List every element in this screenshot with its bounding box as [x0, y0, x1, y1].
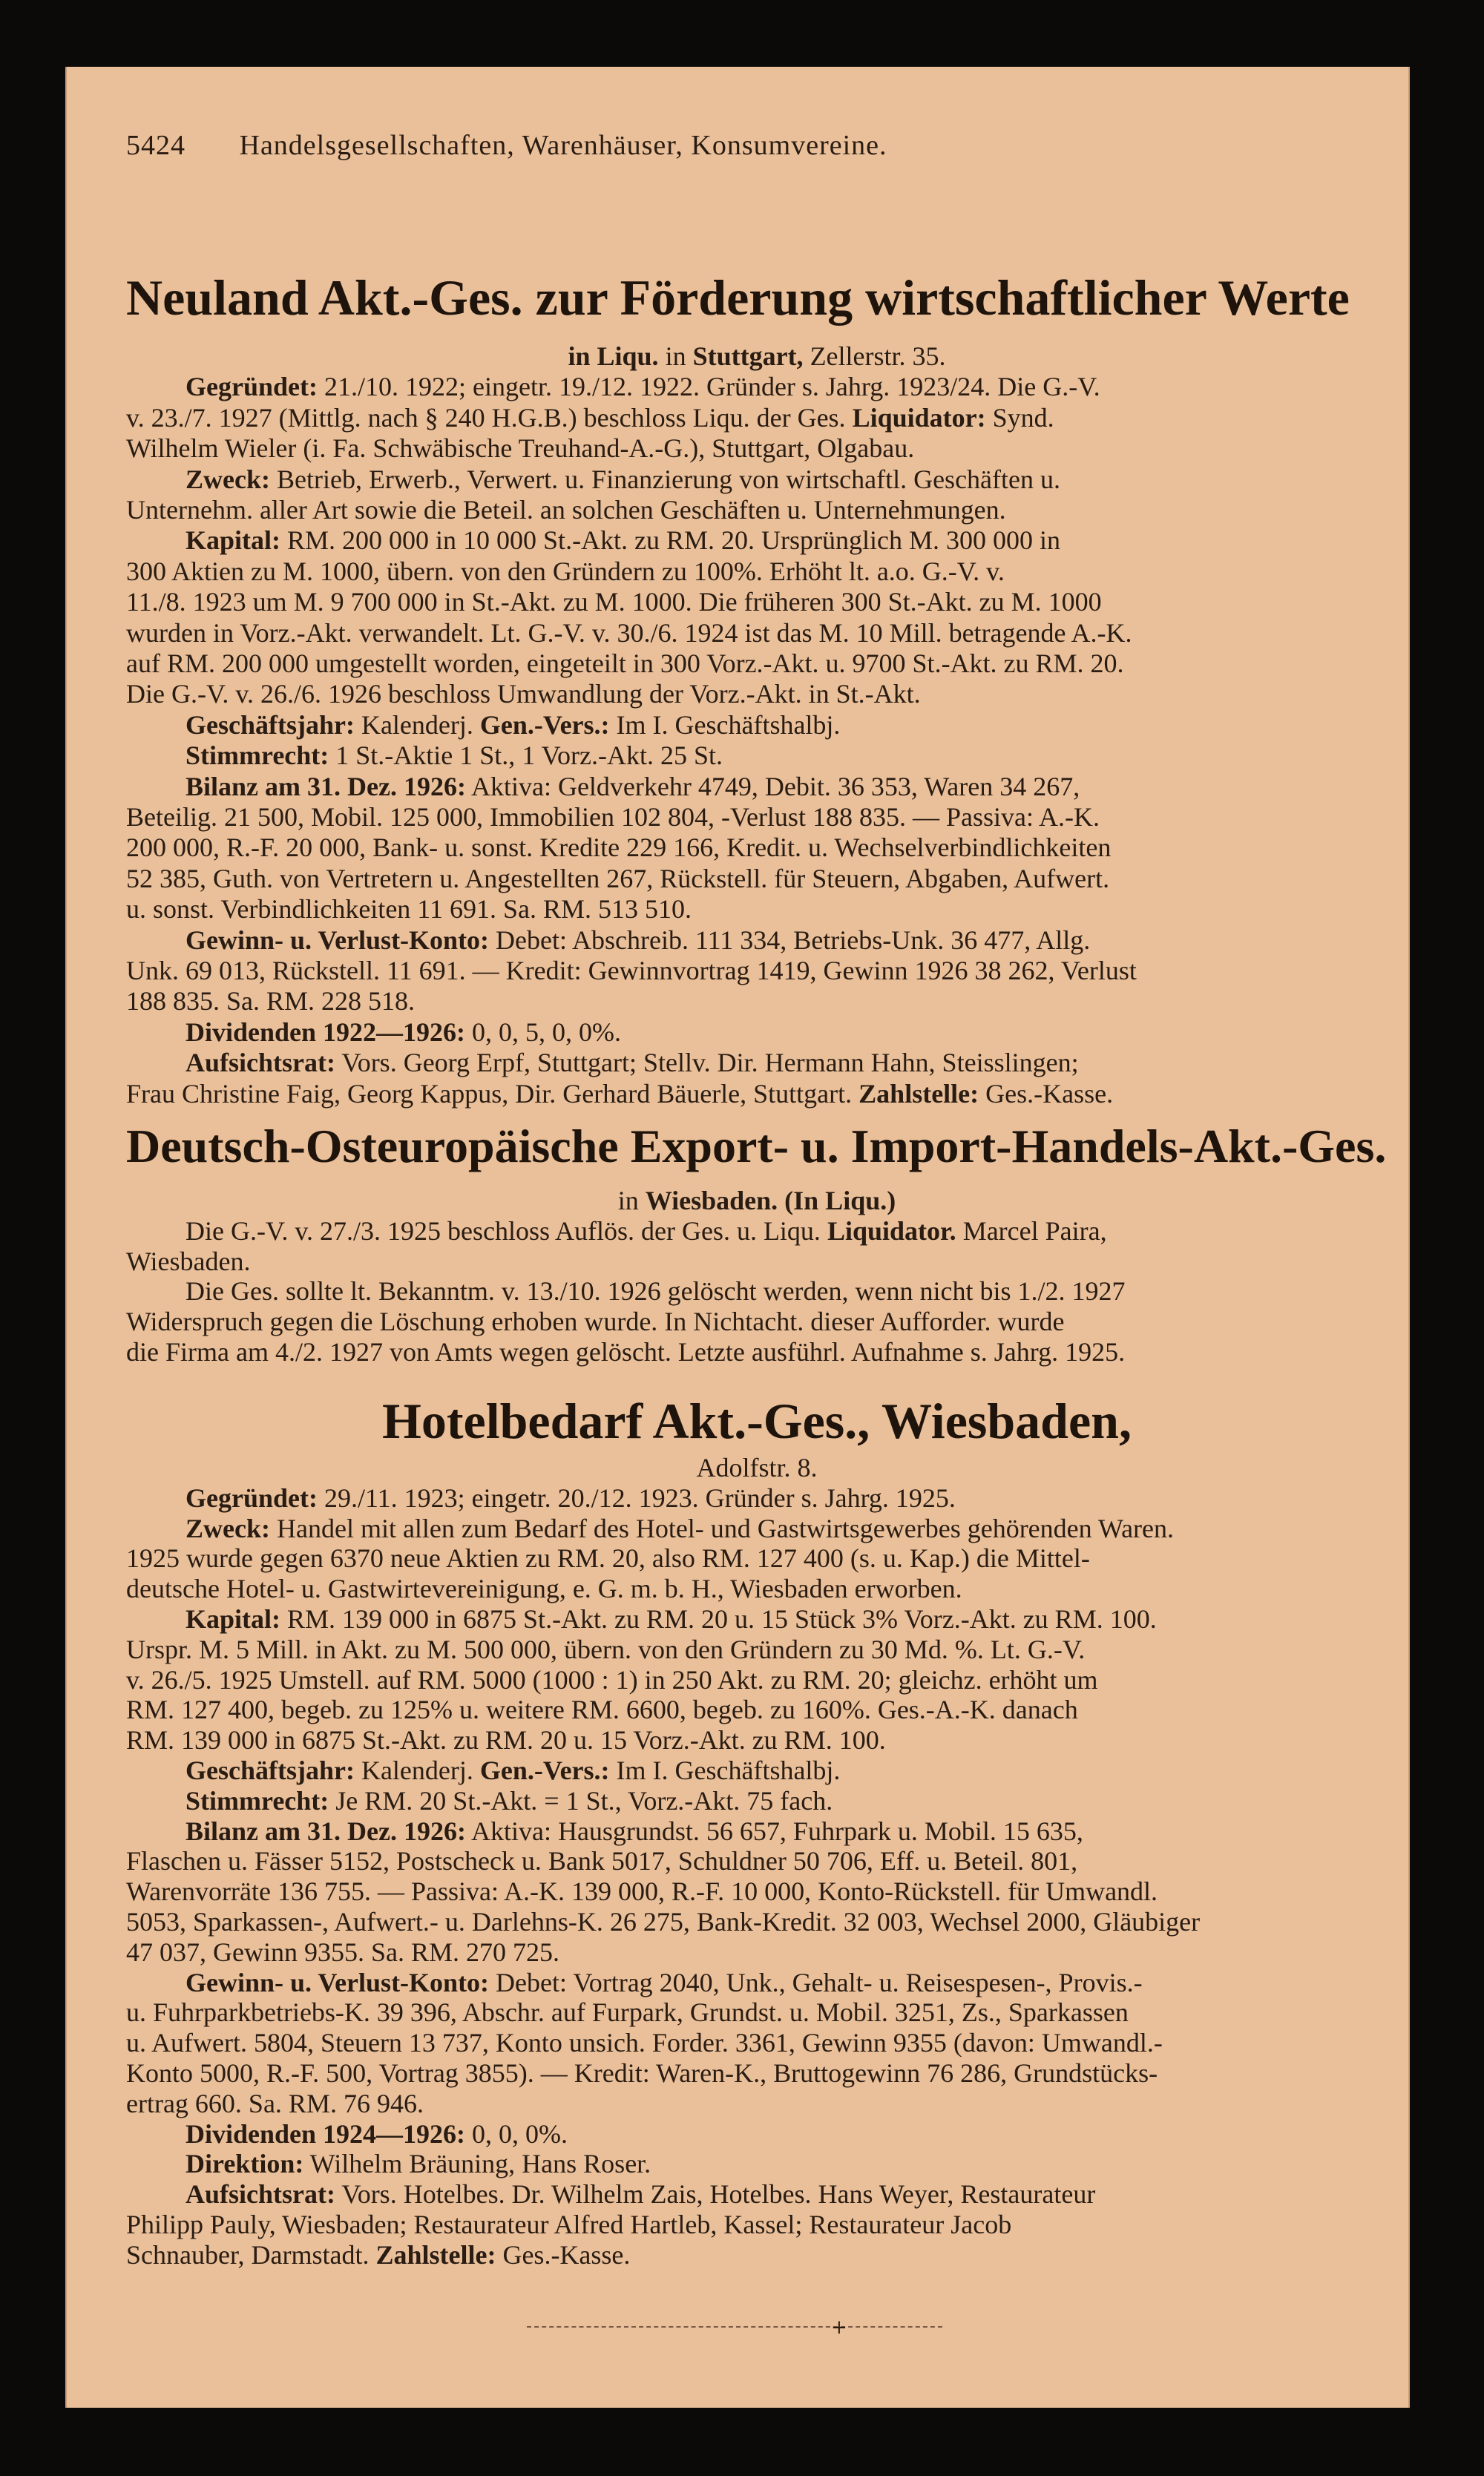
text-run: Ges.-Kasse.	[496, 2239, 631, 2270]
text-run: Widerspruch gegen die Löschung erhoben wurde. In Nichtacht. dieser Aufforder. wurde	[126, 1307, 1065, 1337]
text-run: 11./8. 1923 um M. 9 700 000 in St.-Akt. zu M. 1000. Die früheren 300 St.-Akt. zu M. 1000	[126, 587, 1102, 617]
bold-label: Gewinn- u. Verlust-Konto:	[186, 1967, 490, 1997]
running-title: Handelsgesellschaften, Warenhäuser, Konsumvereine.	[239, 130, 887, 161]
text-run: Synd.	[985, 402, 1054, 433]
text-line	[126, 1276, 1388, 1306]
text-run: Frau Christine Faig, Georg Kappus, Dir. Gerhard Bäuerle, Stuttgart.	[126, 1078, 859, 1109]
text-run: 52 385, Guth. von Vertretern u. Angestellten 267, Rückstell. für Steuern, Abgaben, Aufwert.	[126, 863, 1110, 893]
text-line	[126, 679, 1388, 709]
text-run: Wilhelm Wieler (i. Fa. Schwäbische Treuhand-A.-G.), Stuttgart, Olgabau.	[126, 433, 915, 464]
text-run: RM. 139 000 in 6875 St.-Akt. zu RM. 20 u. 15 Vorz.-Akt. zu RM. 100.	[126, 1725, 886, 1756]
text-run: 1925 wurde gegen 6370 neue Aktien zu RM. 20, also RM. 127 400 (s. u. Kap.) die Mittel-	[126, 1543, 1090, 1574]
text-run: Handel mit allen zum Bedarf des Hotel- und Gastwirtsgewerbes gehörenden Waren.	[269, 1513, 1175, 1543]
text-run: Flaschen u. Fässer 5152, Postscheck u. Bank 5017, Schuldner 50 706, Eff. u. Beteil. 801,	[126, 1846, 1078, 1876]
text-run: 5053, Sparkassen-, Aufwert.- u. Darlehns-K. 26 275, Bank-Kredit. 32 003, Wechsel 2000, Gläubiger	[126, 1907, 1201, 1937]
bold-label: Dividenden 1924—1926:	[186, 2118, 466, 2149]
text-run: Debet: Abschreib. 111 334, Betriebs-Unk. 36 477, Allg.	[489, 925, 1091, 955]
text-run: Debet: Vortrag 2040, Unk., Gehalt- u. Reisespesen-, Provis.-	[489, 1967, 1143, 1997]
text-line	[126, 1968, 1388, 1997]
text-run: Kalenderj.	[354, 1756, 480, 1785]
bold-label: Bilanz am 31. Dez. 1926:	[186, 771, 466, 801]
text-run: RM. 139 000 in 6875 St.-Akt. zu RM. 20 u. 15 Stück 3% Vorz.-Akt. zu RM. 100.	[280, 1604, 1157, 1634]
bold-label: Direktion:	[186, 2149, 304, 2179]
text-run: 0, 0, 5, 0, 0%.	[465, 1017, 622, 1047]
text-line	[126, 864, 1388, 893]
text-run: 1 St.-Aktie 1 St., 1 Vorz.-Akt. 25 St.	[329, 740, 723, 771]
text-line	[126, 1876, 1388, 1906]
bold-label: Zweck:	[186, 464, 270, 494]
text-run: Adolfstr. 8.	[696, 1453, 818, 1482]
text-run: 300 Aktien zu M. 1000, übern. von den Gründern zu 100%. Erhöht lt. a.o. G.-V. v.	[126, 556, 1005, 586]
text-line	[126, 464, 1388, 494]
page-number: 5424	[126, 130, 186, 161]
text-line	[126, 1337, 1388, 1367]
bold-label: Stimmrecht:	[186, 1785, 329, 1816]
text-run: 21./10. 1922; eingetr. 19./12. 1922. Gründer s. Jahrg. 1923/24. Die G.-V.	[317, 372, 1100, 402]
text-run: Aktiva: Geldverkehr 4749, Debit. 36 353, Waren 34 267,	[465, 771, 1080, 801]
text-line	[126, 2149, 1388, 2178]
bold-label: Kapital:	[186, 1604, 281, 1634]
text-run: Je RM. 20 St.-Akt. = 1 St., Vorz.-Akt. 75 fach.	[329, 1785, 833, 1816]
text-run: Philipp Pauly, Wiesbaden; Restaurateur Alfred Hartleb, Kassel; Restaurateur Jacob	[126, 2210, 1012, 2239]
text-run: Die G.-V. v. 26./6. 1926 beschloss Umwandlung der Vorz.-Akt. in St.-Akt.	[126, 679, 921, 709]
bold-label: Kapital:	[186, 525, 281, 556]
text-line	[126, 2210, 1388, 2239]
text-line	[126, 2028, 1388, 2058]
bold-label: Gen.-Vers.:	[479, 1756, 610, 1785]
bold-label: Gegründet:	[186, 372, 318, 402]
bold-label: (In Liqu.)	[784, 1186, 896, 1215]
text-line	[126, 833, 1388, 862]
text-line	[126, 1665, 1388, 1695]
text-line	[126, 1937, 1388, 1967]
bold-label: Aufsichtsrat:	[186, 2179, 335, 2210]
text-run: Die G.-V. v. 27./3. 1925 beschloss Auflös. der Ges. u. Liqu.	[186, 1215, 827, 1246]
text-line	[126, 1997, 1388, 2027]
text-run: 0, 0, 0%.	[465, 2118, 568, 2149]
text-run: Betrieb, Erwerb., Verwert. u. Finanzierung von wirtschaftl. Geschäften u.	[269, 464, 1060, 494]
text-line	[126, 433, 1388, 463]
text-line	[126, 1514, 1388, 1543]
text-line	[126, 710, 1388, 740]
text-run: Ges.-Kasse.	[979, 1078, 1114, 1109]
text-line	[126, 925, 1388, 955]
text-line	[126, 2179, 1388, 2209]
text-line	[126, 1635, 1388, 1664]
text-run: Konto 5000, R.-F. 500, Vortrag 3855). — Kredit: Waren-K., Bruttogewinn 76 286, Grundstücks-	[126, 2058, 1158, 2088]
text-line	[126, 341, 1388, 371]
text-run: wurden in Vorz.-Akt. verwandelt. Lt. G.-V. v. 30./6. 1924 ist das M. 10 Mill. betragende A.-K.	[126, 617, 1132, 648]
section-separator	[527, 2326, 942, 2328]
bold-label: Geschäftsjahr:	[186, 1756, 355, 1785]
text-run: Im I. Geschäftshalbj.	[609, 1756, 841, 1785]
text-line	[126, 956, 1388, 985]
text-line	[126, 1756, 1388, 1785]
text-line	[126, 772, 1388, 801]
text-run: Unk. 69 013, Rückstell. 11 691. — Kredit: Gewinnvortrag 1419, Gewinn 1926 38 262, Verlust	[126, 956, 1137, 985]
text-line	[126, 1079, 1388, 1109]
separator-ornament: +	[831, 2316, 847, 2339]
section-title-neuland: Neuland Akt.-Ges. zur Förderung wirtschaftlicher Werte	[126, 269, 1350, 326]
text-run: Wilhelm Bräuning, Hans Roser.	[303, 2149, 651, 2179]
text-run: 29./11. 1923; eingetr. 20./12. 1923. Gründer s. Jahrg. 1925.	[317, 1482, 956, 1513]
text-line	[126, 1846, 1388, 1876]
text-line	[126, 495, 1388, 525]
bold-label: Aufsichtsrat:	[186, 1048, 335, 1078]
text-run: v. 26./5. 1925 Umstell. auf RM. 5000 (1000 : 1) in 250 Akt. zu RM. 20; gleichz. erhöht um	[126, 1664, 1098, 1695]
bold-label: Stimmrecht:	[186, 740, 329, 771]
text-run: Vors. Hotelbes. Dr. Wilhelm Zais, Hotelbes. Hans Weyer, Restaurateur	[335, 2179, 1096, 2210]
text-run: u. Aufwert. 5804, Steuern 13 737, Konto unsich. Forder. 3361, Gewinn 9355 (davon: Umwandl.-	[126, 2028, 1163, 2058]
text-line	[126, 618, 1388, 648]
text-line	[126, 802, 1388, 832]
section-title-deutsch-osteuropaeische: Deutsch-Osteuropäische Export- u. Import-Handels-Akt.-Ges.	[126, 1120, 1387, 1172]
text-run: Zellerstr. 35.	[803, 341, 946, 371]
text-run: u. sonst. Verbindlichkeiten 11 691. Sa. RM. 513 510.	[126, 894, 692, 925]
text-run: Warenvorräte 136 755. — Passiva: A.-K. 139 000, R.-F. 10 000, Konto-Rückstell. für Umwandl.	[126, 1876, 1158, 1907]
text-run: auf RM. 200 000 umgestellt worden, eingeteilt in 300 Vorz.-Akt. u. 9700 St.-Akt. zu RM. 20.	[126, 648, 1124, 678]
text-run: deutsche Hotel- u. Gastwirtevereinigung, e. G. m. b. H., Wiesbaden erworben.	[126, 1574, 962, 1604]
text-run: Unternehm. aller Art sowie die Beteil. an solchen Geschäften u. Unternehmungen.	[126, 495, 1006, 525]
text-line	[126, 740, 1388, 770]
text-line	[126, 1186, 1388, 1215]
text-line	[126, 1907, 1388, 1937]
text-line	[126, 1604, 1388, 1634]
text-run: 188 835. Sa. RM. 228 518.	[126, 986, 416, 1017]
bold-label: Zahlstelle:	[375, 2239, 496, 2270]
text-line	[126, 2089, 1388, 2118]
bold-label: Liquidator.	[827, 1215, 956, 1246]
bold-label: Zahlstelle:	[858, 1078, 979, 1109]
text-line	[126, 1725, 1388, 1755]
bold-label: Gegründet:	[186, 1482, 318, 1513]
text-run: RM. 200 000 in 10 000 St.-Akt. zu RM. 20. Ursprünglich M. 300 000 in	[280, 525, 1061, 556]
text-run: in	[617, 1186, 646, 1215]
text-line	[126, 894, 1388, 924]
text-run: Marcel Paira,	[956, 1215, 1107, 1246]
text-run: Im I. Geschäftshalbj.	[609, 709, 841, 740]
bold-label: Gen.-Vers.:	[479, 709, 610, 740]
bold-label: in Liqu.	[568, 341, 659, 371]
text-run: u. Fuhrparkbetriebs-K. 39 396, Abschr. auf Furpark, Grundst. u. Mobil. 3251, Zs., Sparkassen	[126, 1997, 1129, 2028]
text-run: Urspr. M. 5 Mill. in Akt. zu M. 500 000, übern. von den Gründern zu 30 Md. %. Lt. G.-V.	[126, 1634, 1086, 1664]
text-run: Kalenderj.	[354, 709, 480, 740]
text-run: 200 000, R.-F. 20 000, Bank- u. sonst. Kredite 229 166, Kredit. u. Wechselverbindlichkeiten	[126, 833, 1112, 863]
text-line	[126, 525, 1388, 555]
section-title-hotelbedarf: Hotelbedarf Akt.-Ges., Wiesbaden,	[382, 1393, 1132, 1449]
text-line	[126, 1543, 1388, 1573]
text-line	[126, 1453, 1388, 1482]
bold-label: Bilanz am 31. Dez. 1926:	[186, 1816, 466, 1846]
text-line	[126, 2058, 1388, 2088]
text-run: Beteilig. 21 500, Mobil. 125 000, Immobilien 102 804, -Verlust 188 835. — Passiva: A.-K.	[126, 802, 1100, 832]
text-line	[126, 1695, 1388, 1724]
text-run: die Firma am 4./2. 1927 von Amts wegen gelöscht. Letzte ausführl. Aufnahme s. Jahrg. 1925.	[126, 1337, 1126, 1367]
bold-label: Dividenden 1922—1926:	[186, 1017, 466, 1047]
text-run: in	[658, 341, 693, 371]
text-line	[126, 1786, 1388, 1816]
text-run: Die Ges. sollte lt. Bekanntm. v. 13./10. 1926 gelöscht werden, wenn nicht bis 1./2. 1927	[186, 1276, 1126, 1307]
text-run: ertrag 660. Sa. RM. 76 946.	[126, 2088, 424, 2118]
document-page	[65, 67, 1410, 2408]
text-line	[126, 1483, 1388, 1513]
text-line	[126, 403, 1388, 433]
page-header	[126, 129, 1388, 162]
text-run	[778, 1186, 784, 1215]
text-run: Vors. Georg Erpf, Stuttgart; Stellv. Dir. Hermann Hahn, Steisslingen;	[335, 1048, 1079, 1078]
text-run: RM. 127 400, begeb. zu 125% u. weitere RM. 6600, begeb. zu 160%. Ges.-A.-K. danach	[126, 1695, 1078, 1725]
bold-label: Liquidator:	[852, 402, 986, 433]
text-line	[126, 587, 1388, 617]
text-run: Wiesbaden.	[126, 1246, 251, 1276]
text-line	[126, 1574, 1388, 1603]
text-run: Aktiva: Hausgrundst. 56 657, Fuhrpark u. Mobil. 15 635,	[465, 1816, 1083, 1846]
text-line	[126, 2240, 1388, 2270]
text-run: 47 037, Gewinn 9355. Sa. RM. 270 725.	[126, 1937, 559, 1967]
text-line	[126, 1017, 1388, 1047]
text-line	[126, 986, 1388, 1016]
text-run: Schnauber, Darmstadt.	[126, 2239, 376, 2270]
text-line	[126, 2119, 1388, 2149]
text-line	[126, 1048, 1388, 1077]
text-line	[126, 1216, 1388, 1246]
text-line	[126, 1816, 1388, 1846]
text-run: v. 23./7. 1927 (Mittlg. nach § 240 H.G.B.) beschloss Liqu. der Ges.	[126, 402, 853, 433]
bold-label: Wiesbaden.	[645, 1186, 778, 1215]
bold-label: Stuttgart,	[692, 341, 804, 371]
text-line	[126, 556, 1388, 586]
text-line	[126, 1307, 1388, 1336]
text-line	[126, 372, 1388, 401]
bold-label: Geschäftsjahr:	[186, 709, 355, 740]
text-line	[126, 648, 1388, 678]
text-line	[126, 1247, 1388, 1276]
bold-label: Gewinn- u. Verlust-Konto:	[186, 925, 490, 955]
bold-label: Zweck:	[186, 1513, 270, 1543]
